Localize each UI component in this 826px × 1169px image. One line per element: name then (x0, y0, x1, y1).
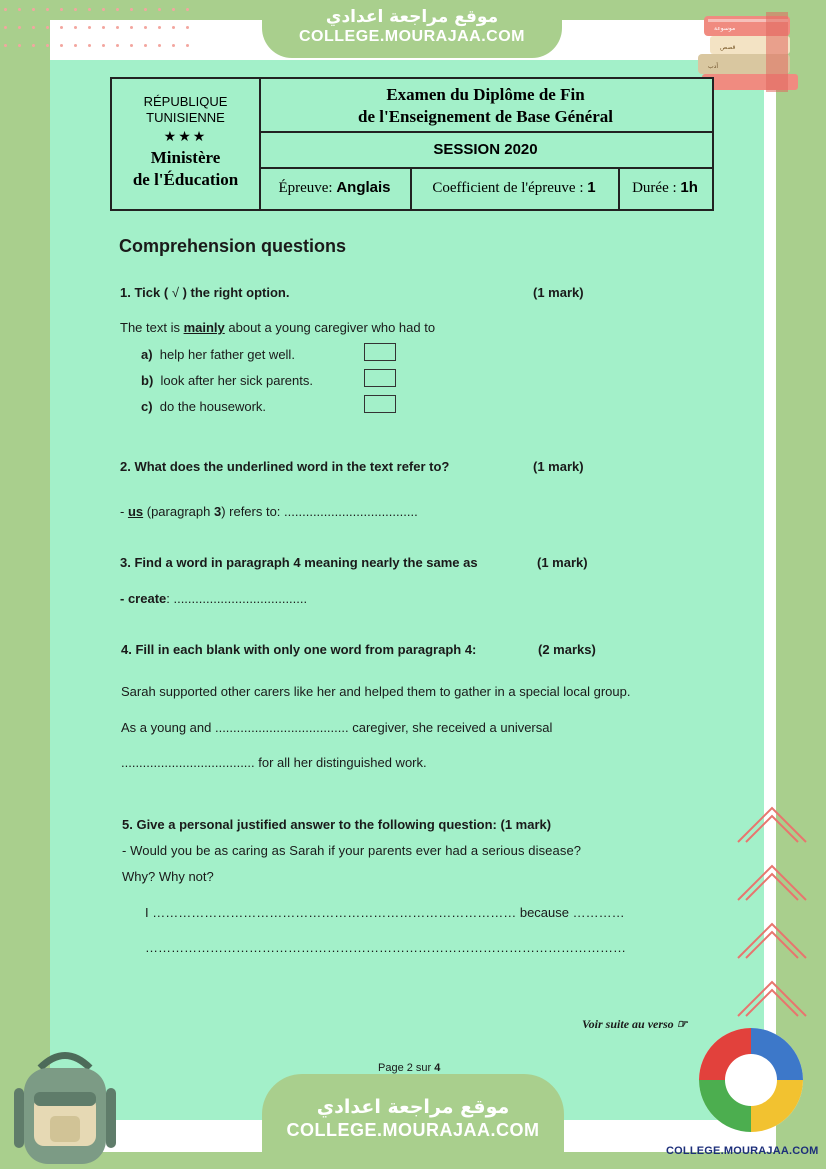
option-text: look after her sick parents. (160, 373, 313, 388)
q2-title: 2. What does the underlined word in the text refer to? (120, 459, 450, 474)
decorative-dots (0, 0, 200, 60)
q1-stem-start: The text is (120, 320, 184, 335)
decorative-dot (102, 44, 105, 47)
decorative-dot (46, 26, 49, 29)
q1-checkbox-a[interactable] (364, 343, 396, 361)
decorative-dot (74, 26, 77, 29)
q2-para-end: ) refers to: (221, 504, 285, 519)
q4-line2-end: caregiver, she received a universal (348, 720, 553, 735)
q1-stem (120, 320, 435, 335)
decorative-dot (46, 8, 49, 11)
decorative-dot (102, 26, 105, 29)
decorative-dot (130, 44, 133, 47)
q4-line2-start: As a young and (121, 720, 215, 735)
decorative-dot (32, 26, 35, 29)
site-url: COLLEGE.MOURAJAA.COM (299, 28, 525, 45)
decorative-dot (4, 44, 7, 47)
decorative-dot (130, 8, 133, 11)
decorative-dot (74, 44, 77, 47)
page-current: 2 (406, 1062, 413, 1074)
q5-answer-line-2[interactable]: ………………………………………………………………………………………………… (145, 940, 626, 955)
decorative-dot (172, 26, 175, 29)
decorative-dot (116, 44, 119, 47)
q1-option-b (141, 373, 313, 388)
coefficient-label: Coefficient de l'épreuve : (432, 180, 584, 196)
q4-mark: (2 marks) (538, 642, 596, 657)
site-logo-icon[interactable] (693, 1020, 821, 1140)
decorative-dot (116, 8, 119, 11)
q3-mark: (1 mark) (537, 555, 588, 570)
decorative-dot (18, 26, 21, 29)
republic-line-2: TUNISIENNE (146, 110, 225, 125)
q3-blank[interactable]: : ..................................... (166, 591, 308, 606)
book-title-2: قصص (720, 44, 736, 51)
option-letter: a) (141, 347, 153, 362)
page-label: Page (378, 1062, 407, 1074)
decorative-dot (186, 44, 189, 47)
decorative-dot (186, 26, 189, 29)
coefficient-cell (410, 167, 620, 209)
q4-line-3[interactable] (121, 755, 427, 770)
q1-title-end: ) the right option. (182, 285, 290, 300)
q2-para-start: (paragraph (143, 504, 214, 519)
q1-stem-emphasis: mainly (183, 320, 225, 335)
q2-para-number: 3 (213, 504, 222, 519)
decorative-dot (130, 26, 133, 29)
backpack-icon (10, 1048, 120, 1168)
q2-dash: - (120, 504, 128, 519)
epreuve-value: Anglais (336, 179, 391, 196)
ministry-line-2: de l'Éducation (132, 170, 239, 189)
q3-answer-line[interactable] (120, 591, 307, 606)
q3-label: - create (120, 591, 167, 606)
site-url-bottom: COLLEGE.MOURAJAA.COM (286, 1120, 540, 1140)
decorative-dot (172, 8, 175, 11)
decorative-dot (186, 8, 189, 11)
decorative-dot (158, 8, 161, 11)
decorative-dot (18, 8, 21, 11)
epreuve-cell (259, 167, 412, 209)
option-text: do the housework. (159, 399, 267, 414)
tick-symbol: √ (171, 285, 179, 300)
decorative-dot (60, 26, 63, 29)
page-number (378, 1062, 440, 1074)
ministry-line-1: Ministère (150, 148, 221, 167)
q5-answer-line-1[interactable]: I ………………………………………………………………………… because ………… (145, 905, 625, 920)
book-title-3: أدب (708, 63, 718, 70)
decorative-dot (4, 26, 7, 29)
top-site-banner[interactable] (262, 0, 562, 58)
q4-blank-1[interactable]: ..................................... (214, 720, 349, 735)
q1-title (120, 285, 289, 300)
verso-note: Voir suite au verso ☞ (582, 1017, 688, 1031)
site-arabic-name: موقع مراجعة اعدادي (325, 7, 499, 27)
decorative-dot (60, 8, 63, 11)
q2-mark: (1 mark) (533, 459, 584, 474)
decorative-dot (116, 26, 119, 29)
session-label: SESSION 2020 (259, 133, 712, 169)
decorative-dot (88, 44, 91, 47)
decorative-dot (144, 44, 147, 47)
option-letter: b) (141, 373, 154, 388)
exam-title (259, 79, 712, 133)
decorative-dot (158, 44, 161, 47)
q1-checkbox-b[interactable] (364, 369, 396, 387)
q1-stem-end: about a young caregiver who had to (224, 320, 436, 335)
decorative-dot (60, 44, 63, 47)
q1-mark: (1 mark) (533, 285, 584, 300)
q4-line-2[interactable] (121, 720, 552, 735)
decorative-dot (172, 44, 175, 47)
coefficient-value: 1 (587, 179, 596, 196)
decorative-dot (46, 44, 49, 47)
site-arabic-name-bottom: موقع مراجعة اعدادي (316, 1096, 510, 1118)
decorative-dot (18, 44, 21, 47)
decorative-dot (144, 8, 147, 11)
duree-value: 1h (680, 179, 698, 196)
decorative-dot (4, 8, 7, 11)
page-sur: sur (412, 1062, 435, 1074)
decorative-dot (88, 26, 91, 29)
option-text: help her father get well. (159, 347, 295, 362)
q1-option-c (141, 399, 266, 414)
republic-line-1: RÉPUBLIQUE (143, 94, 228, 109)
epreuve-label: Épreuve: (278, 180, 333, 196)
q5-question-line-2: Why? Why not? (122, 869, 214, 884)
exam-title-line-1: Examen du Diplôme de Fin (386, 85, 585, 104)
q2-underlined-word: us (127, 504, 144, 519)
logo-url[interactable]: COLLEGE.MOURAJAA.COM (666, 1145, 819, 1157)
decorative-dot (32, 44, 35, 47)
q2-blank[interactable]: ..................................... (284, 504, 418, 519)
q1-title-start: 1. Tick ( (120, 285, 169, 300)
exam-title-line-2: de l'Enseignement de Base Général (358, 107, 613, 126)
q2-answer-line[interactable] (120, 504, 418, 519)
q4-line-1: Sarah supported other carers like her and helped them to gather in a special local group. (121, 684, 631, 699)
duree-label: Durée : (632, 180, 677, 196)
decorative-dot (144, 26, 147, 29)
q1-checkbox-c[interactable] (364, 395, 396, 413)
q5-title: 5. Give a personal justified answer to the following question: (1 mark) (122, 817, 552, 832)
chevron-up-decorations (730, 790, 820, 1030)
section-title: Comprehension questions (119, 236, 347, 256)
page-total: 4 (434, 1062, 441, 1074)
q4-line3-end: for all her distinguished work. (254, 755, 427, 770)
book-title-1: موسوعة (714, 25, 736, 32)
option-letter: c) (141, 399, 153, 414)
decorative-dot (102, 8, 105, 11)
q4-title: 4. Fill in each blank with only one word from paragraph 4: (121, 642, 477, 657)
q1-option-a (141, 347, 295, 362)
ministry-block (112, 79, 261, 209)
q5-question-line-1: - Would you be as caring as Sarah if your parents ever had a serious disease? (122, 843, 582, 858)
q4-blank-2[interactable]: ..................................... (121, 755, 255, 770)
duree-cell (618, 167, 712, 209)
decorative-dot (74, 8, 77, 11)
decorative-dot (32, 8, 35, 11)
exam-paper (50, 60, 764, 1120)
q3-title: 3. Find a word in paragraph 4 meaning nearly the same as (120, 555, 478, 570)
exam-header (110, 77, 714, 211)
stars: ★★★ (163, 128, 208, 144)
bottom-site-banner[interactable] (262, 1074, 564, 1169)
decorative-dot (88, 8, 91, 11)
decorative-dot (158, 26, 161, 29)
